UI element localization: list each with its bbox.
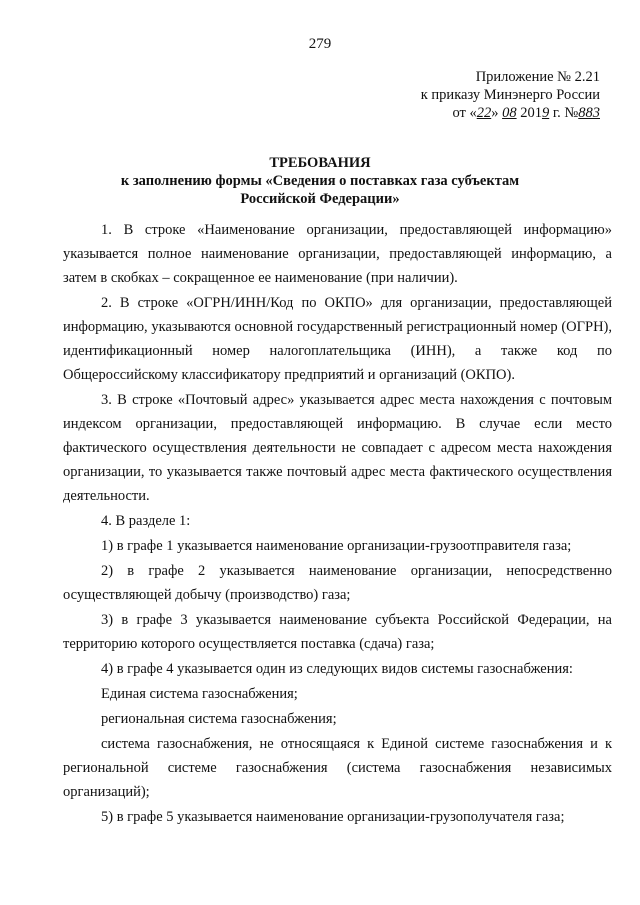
paragraph: 2) в графе 2 указывается наименование организации, непосредственно осуществляющей добычу (производство) газа; [63,563,612,603]
paragraph: 4) в графе 4 указывается один из следующих видов системы газоснабжения: [101,661,573,677]
paragraph: 4. В разделе 1: [101,513,191,529]
date-prefix: от « [452,105,477,121]
paragraph: 1) в графе 1 указывается наименование организации-грузоотправителя газа; [101,538,572,554]
paragraph: Единая система газоснабжения; [101,686,298,702]
date-month: 08 [502,105,517,121]
paragraph: система газоснабжения, не относящаяся к Единой системе газоснабжения и к региональной системе газоснабжения (система газоснабжения независимых организаций); [63,736,612,800]
date-year-suffix: г. № [549,105,579,121]
date-year-prefix: 201 [516,105,542,121]
paragraph: региональная система газоснабжения; [101,711,337,727]
title-line-2: к заполнению формы «Сведения о поставках газа субъектам [120,173,520,189]
document-title [0,154,640,208]
order-number: 883 [578,105,600,121]
paragraph: 1. В строке «Наименование организации, предоставляющей информацию» указывается полное наименование организации, предоставляющей информацию, а затем в скобках – сокращенное ее наименование (при наличии). [63,222,612,286]
date-year-digit: 9 [541,105,550,121]
paragraph: 3. В строке «Почтовый адрес» указывается адрес места нахождения с почтовым индексом организации, предоставляющей информацию. В случае если место фактического осуществления деятельности не совпадает с адресом места нахождения организации, то указывается также почтовый адрес места фактического осуществления деятельности. [63,392,612,504]
appendix-order-ref: к приказу Минэнерго России [420,87,600,103]
paragraph: 2. В строке «ОГРН/ИНН/Код по ОКПО» для организации, предоставляющей информацию, указываются основной государственный регистрационный номер (ОГРН), идентификационный номер налогоплательщика (ИНН), а также код по Общероссийскому классификатору предприятий и организаций (ОКПО). [63,295,612,383]
appendix-block [390,68,600,122]
paragraph: 5) в графе 5 указывается наименование организации-грузополучателя газа; [101,809,565,825]
page-number: 279 [308,36,332,52]
document-body [63,218,612,830]
paragraph: 3) в графе 3 указывается наименование субъекта Российской Федерации, на территорию которого осуществляется поставка (сдача) газа; [63,612,612,652]
appendix-title: Приложение № 2.21 [475,69,600,85]
title-line-1: ТРЕБОВАНИЯ [269,155,371,171]
date-mid: » [491,105,503,121]
appendix-date-line [390,104,600,122]
date-day: 22 [476,105,492,121]
title-line-3: Российской Федерации» [240,191,400,207]
